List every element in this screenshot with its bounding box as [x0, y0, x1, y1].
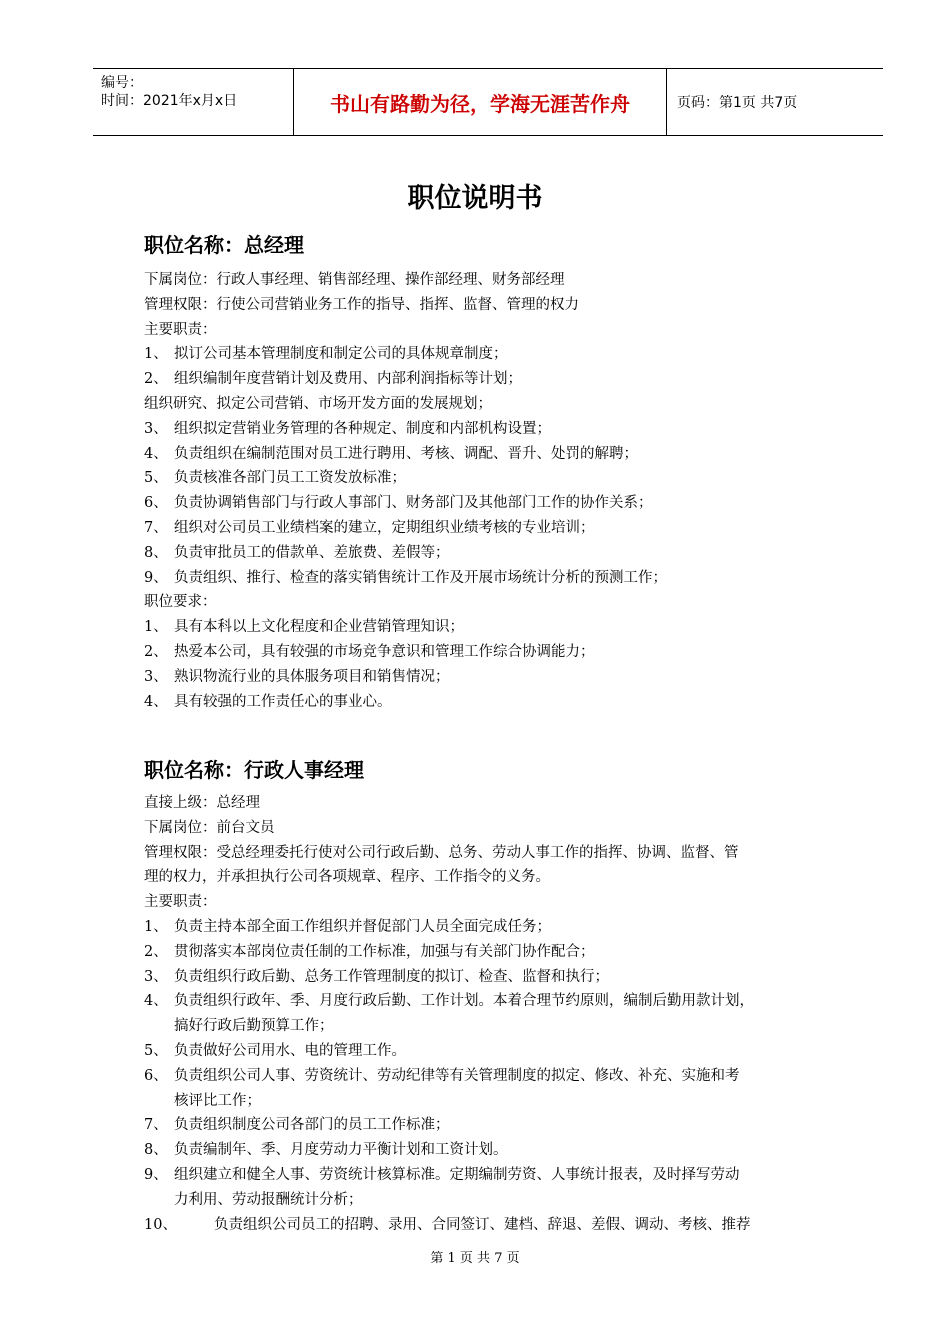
list-item-continuation: [144, 1188, 844, 1213]
list-item: [144, 367, 844, 392]
header-motto: 书山有路勤为径，学海无涯苦作舟: [330, 91, 630, 116]
item-text: 热爱本公司，具有较强的市场竞争意识和管理工作综合协调能力；: [174, 643, 595, 660]
item-text: 负责组织公司人事、劳资统计、劳动纪律等有关管理制度的拟定、修改、补充、实施和考: [174, 1067, 740, 1084]
section-body-general-manager: [144, 268, 844, 714]
item-number: 1、: [144, 346, 168, 363]
list-item: [144, 665, 844, 690]
document-number-label: 编号：: [101, 75, 143, 91]
item-number: 4、: [144, 693, 168, 710]
list-item: [144, 640, 844, 665]
item-text: 组织拟定营销业务管理的各种规定、制度和内部机构设置；: [174, 420, 551, 437]
list-item: [144, 989, 844, 1014]
item-text: 熟识物流行业的具体服务项目和销售情况；: [174, 668, 450, 685]
item-number: 4、: [144, 445, 168, 462]
duties-label: 主要职责：: [144, 894, 217, 911]
item-indent: [144, 1188, 174, 1213]
item-text: 具有本科以上文化程度和企业营销管理知识；: [174, 619, 464, 636]
subordinate-positions: 下属岗位：前台文员: [144, 819, 275, 836]
list-item: [144, 541, 844, 566]
item-text: 具有较强的工作责任心的事业心。: [174, 693, 392, 710]
item-number: 2、: [144, 371, 168, 388]
header-motto-cell: [294, 69, 667, 135]
document-time-label: 时间：2021年x月x日: [101, 93, 238, 109]
list-item: [144, 1213, 844, 1238]
item-text: 负责组织公司员工的招聘、录用、合同签订、建档、辞退、差假、调动、考核、推荐: [214, 1216, 751, 1233]
item-text: 组织对公司员工业绩档案的建立，定期组织业绩考核的专业培训；: [174, 519, 595, 536]
list-item: [144, 1064, 844, 1089]
list-item: [144, 940, 844, 965]
list-item: [144, 392, 844, 417]
list-item: [144, 965, 844, 990]
item-text: 负责组织行政后勤、总务工作管理制度的拟订、检查、监督和执行；: [174, 968, 609, 985]
item-text: 负责编制年、季、月度劳动力平衡计划和工资计划。: [174, 1142, 508, 1159]
item-number: 9、: [144, 1166, 168, 1183]
management-authority: 管理权限：行使公司营销业务工作的指导、指挥、监督、管理的权力: [144, 296, 579, 313]
item-text: 负责组织行政年、季、月度行政后勤、工作计划。本着合理节约原则，编制后勤用款计划，: [174, 993, 754, 1010]
list-item: [144, 417, 844, 442]
item-number: 3、: [144, 668, 168, 685]
item-indent: [144, 1089, 174, 1114]
item-text: 负责做好公司用水、电的管理工作。: [174, 1042, 406, 1059]
list-item: [144, 615, 844, 640]
item-text: 组织编制年度营销计划及费用、内部利润指标等计划；: [174, 371, 522, 388]
header-meta-cell: [93, 69, 294, 135]
header-page-cell: [667, 69, 883, 135]
list-item: [144, 915, 844, 940]
item-number: 2、: [144, 943, 168, 960]
item-text: 负责协调销售部门与行政人事部门、财务部门及其他部门工作的协作关系；: [174, 495, 653, 512]
duties-label: 主要职责：: [144, 321, 217, 338]
subordinate-positions: 下属岗位：行政人事经理、销售部经理、操作部经理、财务部经理: [144, 272, 565, 288]
list-item-continuation: [144, 1089, 844, 1114]
item-number: 10、: [144, 1216, 177, 1233]
item-text: 组织建立和健全人事、劳资统计核算标准。定期编制劳资、人事统计报表，及时择写劳动: [174, 1166, 740, 1183]
item-number: 2、: [144, 643, 168, 660]
list-item: [144, 442, 844, 467]
header-page-info: 页码：第1页 共7页: [677, 95, 798, 111]
list-item-continuation: [144, 1014, 844, 1039]
requirements-label: 职位要求：: [144, 594, 217, 611]
page-footer: 第 1 页 共 7 页: [430, 1251, 520, 1266]
item-text-continued: 搞好行政后勤预算工作；: [174, 1018, 334, 1035]
duties-list: [144, 915, 844, 1237]
list-item: [144, 1138, 844, 1163]
item-text: 组织研究、拟定公司营销、市场开发方面的发展规划；: [144, 395, 492, 412]
item-number: 6、: [144, 495, 168, 512]
item-number: 5、: [144, 1042, 168, 1059]
item-number: 1、: [144, 918, 168, 935]
item-text: 负责组织、推行、检查的落实销售统计工作及开展市场统计分析的预测工作；: [174, 569, 667, 586]
item-number: 7、: [144, 519, 168, 536]
item-number: 8、: [144, 544, 168, 561]
document-header: [93, 68, 883, 136]
list-item: [144, 342, 844, 367]
duties-list: [144, 342, 844, 590]
list-item: [144, 1163, 844, 1188]
list-item: [144, 690, 844, 715]
list-item: [144, 491, 844, 516]
list-item: [144, 1113, 844, 1138]
requirements-list: [144, 615, 844, 714]
item-number: 3、: [144, 420, 168, 437]
management-authority-line1: 管理权限：受总经理委托行使对公司行政后勤、总务、劳动人事工作的指挥、协调、监督、管: [144, 844, 739, 861]
item-text-continued: 力利用、劳动报酬统计分析；: [174, 1191, 363, 1208]
list-item: [144, 1039, 844, 1064]
item-number: 3、: [144, 968, 168, 985]
management-authority-line2: 理的权力，并承担执行公司各项规章、程序、工作指令的义务。: [144, 869, 550, 886]
item-number: 5、: [144, 470, 168, 487]
item-text: 负责审批员工的借款单、差旅费、差假等；: [174, 544, 450, 561]
section-body-admin-hr-manager: [144, 791, 844, 1237]
item-number: 8、: [144, 1142, 168, 1159]
item-text: 拟订公司基本管理制度和制定公司的具体规章制度；: [174, 346, 508, 363]
item-text: 贯彻落实本部岗位责任制的工作标准，加强与有关部门协作配合；: [174, 943, 595, 960]
item-indent: [144, 1014, 174, 1039]
list-item: [144, 516, 844, 541]
item-text: 负责核准各部门员工工资发放标准；: [174, 470, 406, 487]
item-number: 1、: [144, 619, 168, 636]
list-item: [144, 466, 844, 491]
item-text: 负责组织在编制范围对员工进行聘用、考核、调配、晋升、处罚的解聘；: [174, 445, 638, 462]
direct-superior: 直接上级：总经理: [144, 795, 260, 811]
list-item: [144, 566, 844, 591]
section-heading-admin-hr-manager: 职位名称：行政人事经理: [144, 758, 364, 782]
item-text: 负责主持本部全面工作组织并督促部门人员全面完成任务；: [174, 918, 551, 935]
item-number: 9、: [144, 569, 168, 586]
document-title: 职位说明书: [407, 183, 543, 214]
item-text: 负责组织制度公司各部门的员工工作标准；: [174, 1117, 450, 1134]
item-number: 6、: [144, 1067, 168, 1084]
section-heading-general-manager: 职位名称：总经理: [144, 233, 304, 257]
item-number: 4、: [144, 993, 168, 1010]
item-number: 7、: [144, 1117, 168, 1134]
item-text-continued: 核评比工作；: [174, 1092, 261, 1109]
